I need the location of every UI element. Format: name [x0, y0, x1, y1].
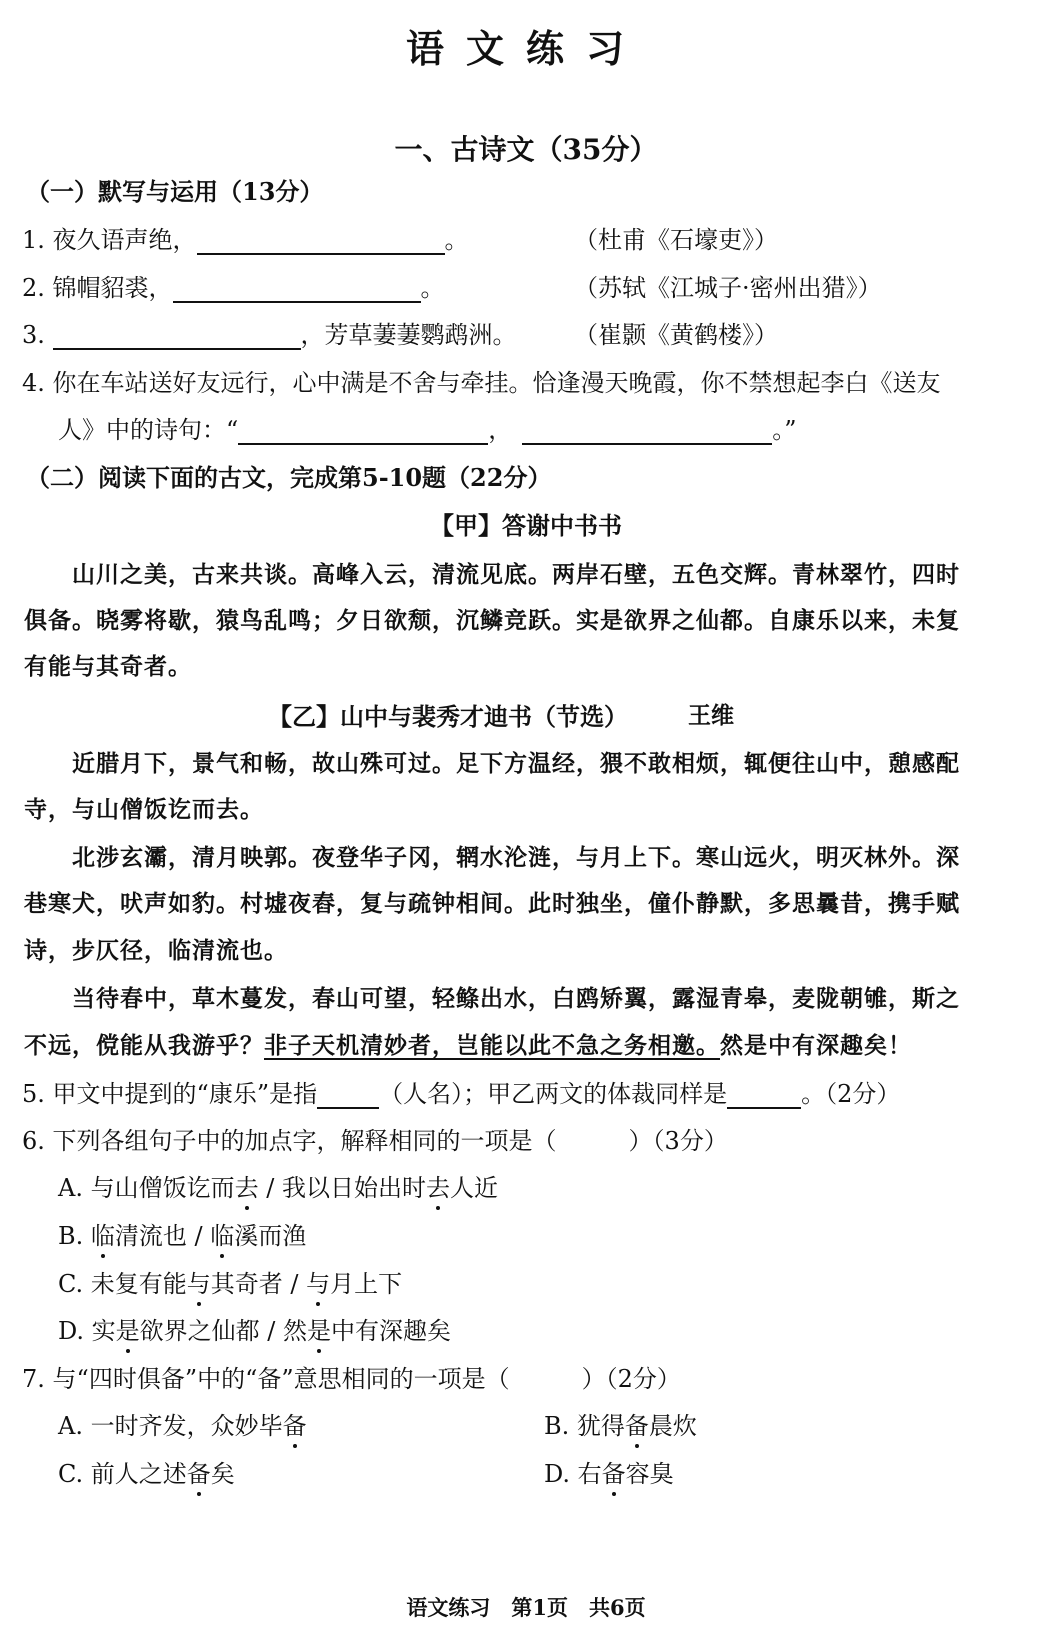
- question-4: [22, 363, 941, 398]
- option-text: 中有深趣矣: [331, 1317, 451, 1345]
- passage-b-text: 然是中有深趣矣！: [720, 1032, 912, 1059]
- q5-number: 5.: [22, 1080, 45, 1108]
- q1-end: 。: [444, 226, 469, 254]
- passage-a-line: 山川之美，古来共谈。高峰入云，清流见底。两岸石壁，五色交辉。青林翠竹，四时: [72, 561, 960, 588]
- q1-number: 1.: [22, 226, 45, 254]
- question-3: [22, 315, 517, 350]
- option-text: 右: [577, 1460, 602, 1488]
- option-letter: D.: [544, 1460, 571, 1488]
- q1-text: 夜久语声绝，: [52, 226, 197, 254]
- dotted-char: 备: [602, 1454, 626, 1489]
- question-4-line2: [58, 410, 797, 445]
- dotted-char: 备: [283, 1406, 307, 1441]
- q5-text: （人名）；甲乙两文的体裁同样是: [379, 1080, 728, 1108]
- q7-option-b[interactable]: [544, 1406, 697, 1441]
- dotted-char: 是: [307, 1311, 331, 1346]
- q7-option-a[interactable]: [58, 1406, 307, 1441]
- q4-end: 。”: [772, 416, 797, 444]
- dotted-char: 与: [187, 1264, 211, 1299]
- q4-line2: 人》中的诗句：“: [58, 416, 239, 444]
- question-7: [22, 1359, 681, 1394]
- question-1: [22, 220, 469, 255]
- option-text: 晨炊: [648, 1412, 697, 1440]
- dotted-char: 备: [625, 1406, 649, 1441]
- option-text: 实: [91, 1317, 116, 1345]
- page-title: 语文练习: [405, 26, 646, 71]
- q7-number: 7.: [22, 1365, 45, 1393]
- option-letter: A.: [58, 1174, 83, 1202]
- option-text: 人近: [449, 1174, 498, 1202]
- passage-b-line: 当待春中，草木蔓发，春山可望，轻鲦出水，白鸥矫翼，露湿青皋，麦陇朝雊，斯之: [72, 985, 960, 1012]
- option-letter: C.: [58, 1460, 84, 1488]
- passage-b-last-line: [24, 1027, 912, 1060]
- passage-b-title: 【乙】山中与裴秀才迪书（节选）: [268, 702, 628, 731]
- q3-text: ，芳草萋萋鹦鹉洲。: [300, 321, 517, 349]
- q6-option-d[interactable]: [58, 1311, 451, 1346]
- option-letter: D.: [58, 1317, 85, 1345]
- q2-number: 2.: [22, 274, 45, 302]
- q6-number: 6.: [22, 1127, 45, 1155]
- q6-option-a[interactable]: [58, 1168, 498, 1203]
- dotted-char: 去: [235, 1168, 259, 1203]
- question-6: [22, 1121, 728, 1156]
- option-letter: B.: [544, 1412, 570, 1440]
- option-text: 溪而渔: [234, 1222, 307, 1250]
- q7-text: 与“四时俱备”中的“备”意思相同的一项是（ ）（2分）: [52, 1365, 681, 1393]
- option-text: / 我以日始出时: [258, 1174, 426, 1202]
- option-text: 未复有能: [90, 1270, 187, 1298]
- dotted-char: 与: [306, 1264, 330, 1299]
- q3-number: 3.: [22, 321, 45, 349]
- q5-answer-blank-1[interactable]: [317, 1081, 379, 1109]
- option-text: 前人之述: [90, 1460, 187, 1488]
- q2-source: （苏轼《江城子·密州出猎》）: [574, 274, 882, 302]
- q1-answer-blank[interactable]: [197, 227, 445, 255]
- q2-answer-blank[interactable]: [173, 275, 421, 303]
- passage-b-line: 寺，与山僧饭讫而去。: [24, 796, 264, 823]
- passage-a-line: 俱备。晓雾将歇，猿鸟乱鸣；夕日欲颓，沉鳞竞跃。实是欲界之仙都。自康乐以来，未复: [24, 607, 960, 634]
- q3-answer-blank[interactable]: [53, 322, 301, 350]
- option-text: 其奇者 /: [210, 1270, 307, 1298]
- option-text: 容臭: [625, 1460, 674, 1488]
- q1-source: （杜甫《石壕吏》）: [574, 226, 778, 254]
- option-letter: C.: [58, 1270, 84, 1298]
- q7-option-c[interactable]: [58, 1454, 235, 1489]
- passage-b-author: 王维: [688, 702, 734, 729]
- passage-b-line: 巷寒犬，吠声如豹。村墟夜舂，复与疏钟相间。此时独坐，僮仆静默，多思曩昔，携手赋: [24, 890, 960, 917]
- option-text: 矣: [210, 1460, 235, 1488]
- q4-line1: 你在车站送好友远行，心中满是不舍与牵挂。恰逢漫天晚霞，你不禁想起李白《送友: [52, 369, 941, 397]
- q4-comma: ，: [488, 416, 513, 444]
- passage-b-line: 近腊月下，景气和畅，故山殊可过。足下方温经，猥不敢相烦，辄便往山中，憩感配: [72, 750, 960, 777]
- q5-text: 甲文中提到的“康乐”是指: [52, 1080, 318, 1108]
- option-text: 一时齐发，众妙毕: [90, 1412, 283, 1440]
- part1-heading: （一）默写与运用（13分）: [26, 177, 324, 206]
- passage-a-line: 有能与其奇者。: [24, 653, 192, 680]
- q4-answer-blank-1[interactable]: [238, 417, 488, 445]
- q5-answer-blank-2[interactable]: [727, 1081, 801, 1109]
- q4-answer-blank-2[interactable]: [522, 417, 772, 445]
- option-text: 月上下: [330, 1270, 403, 1298]
- dotted-char: 去: [426, 1168, 450, 1203]
- passage-b-line: 诗，步仄径，临清流也。: [24, 937, 288, 964]
- q2-text: 锦帽貂裘，: [52, 274, 173, 302]
- q5-text: 。（2分）: [801, 1080, 901, 1108]
- q6-option-c[interactable]: [58, 1264, 402, 1299]
- q3-source: （崔颢《黄鹤楼》）: [574, 321, 778, 349]
- part2-heading: （二）阅读下面的古文，完成第5-10题（22分）: [26, 463, 552, 492]
- passage-b-line: 北涉玄灞，清月映郭。夜登华子冈，辋水沦涟，与月上下。寒山远火，明灭林外。深: [72, 844, 960, 871]
- page-footer: 语文练习 第1页 共6页: [406, 1595, 646, 1620]
- option-text: 犹得: [576, 1412, 625, 1440]
- question-2: [22, 268, 445, 303]
- section-heading: 一、古诗文（35分）: [394, 133, 658, 166]
- question-5: [22, 1074, 900, 1109]
- option-letter: B.: [58, 1222, 84, 1250]
- q6-text: 下列各组句子中的加点字，解释相同的一项是（ ）（3分）: [52, 1127, 728, 1155]
- underlined-sentence: 非子天机清妙者，岂能以此不急之务相邀。: [264, 1032, 720, 1059]
- option-text: 欲界之仙都 / 然: [139, 1317, 307, 1345]
- q6-option-b[interactable]: [58, 1216, 306, 1251]
- passage-a-title: 【甲】答谢中书书: [430, 511, 622, 540]
- q4-number: 4.: [22, 369, 45, 397]
- option-text: 与山僧饭讫而: [90, 1174, 235, 1202]
- dotted-char: 是: [116, 1311, 140, 1346]
- q2-end: 。: [420, 274, 445, 302]
- passage-b-text: 不远，傥能从我游乎？: [24, 1032, 264, 1059]
- dotted-char: 备: [187, 1454, 211, 1489]
- option-letter: A.: [58, 1412, 83, 1440]
- dotted-char: 临: [210, 1216, 234, 1251]
- option-text: 清流也 /: [114, 1222, 211, 1250]
- dotted-char: 临: [91, 1216, 115, 1251]
- q7-option-d[interactable]: [544, 1454, 674, 1489]
